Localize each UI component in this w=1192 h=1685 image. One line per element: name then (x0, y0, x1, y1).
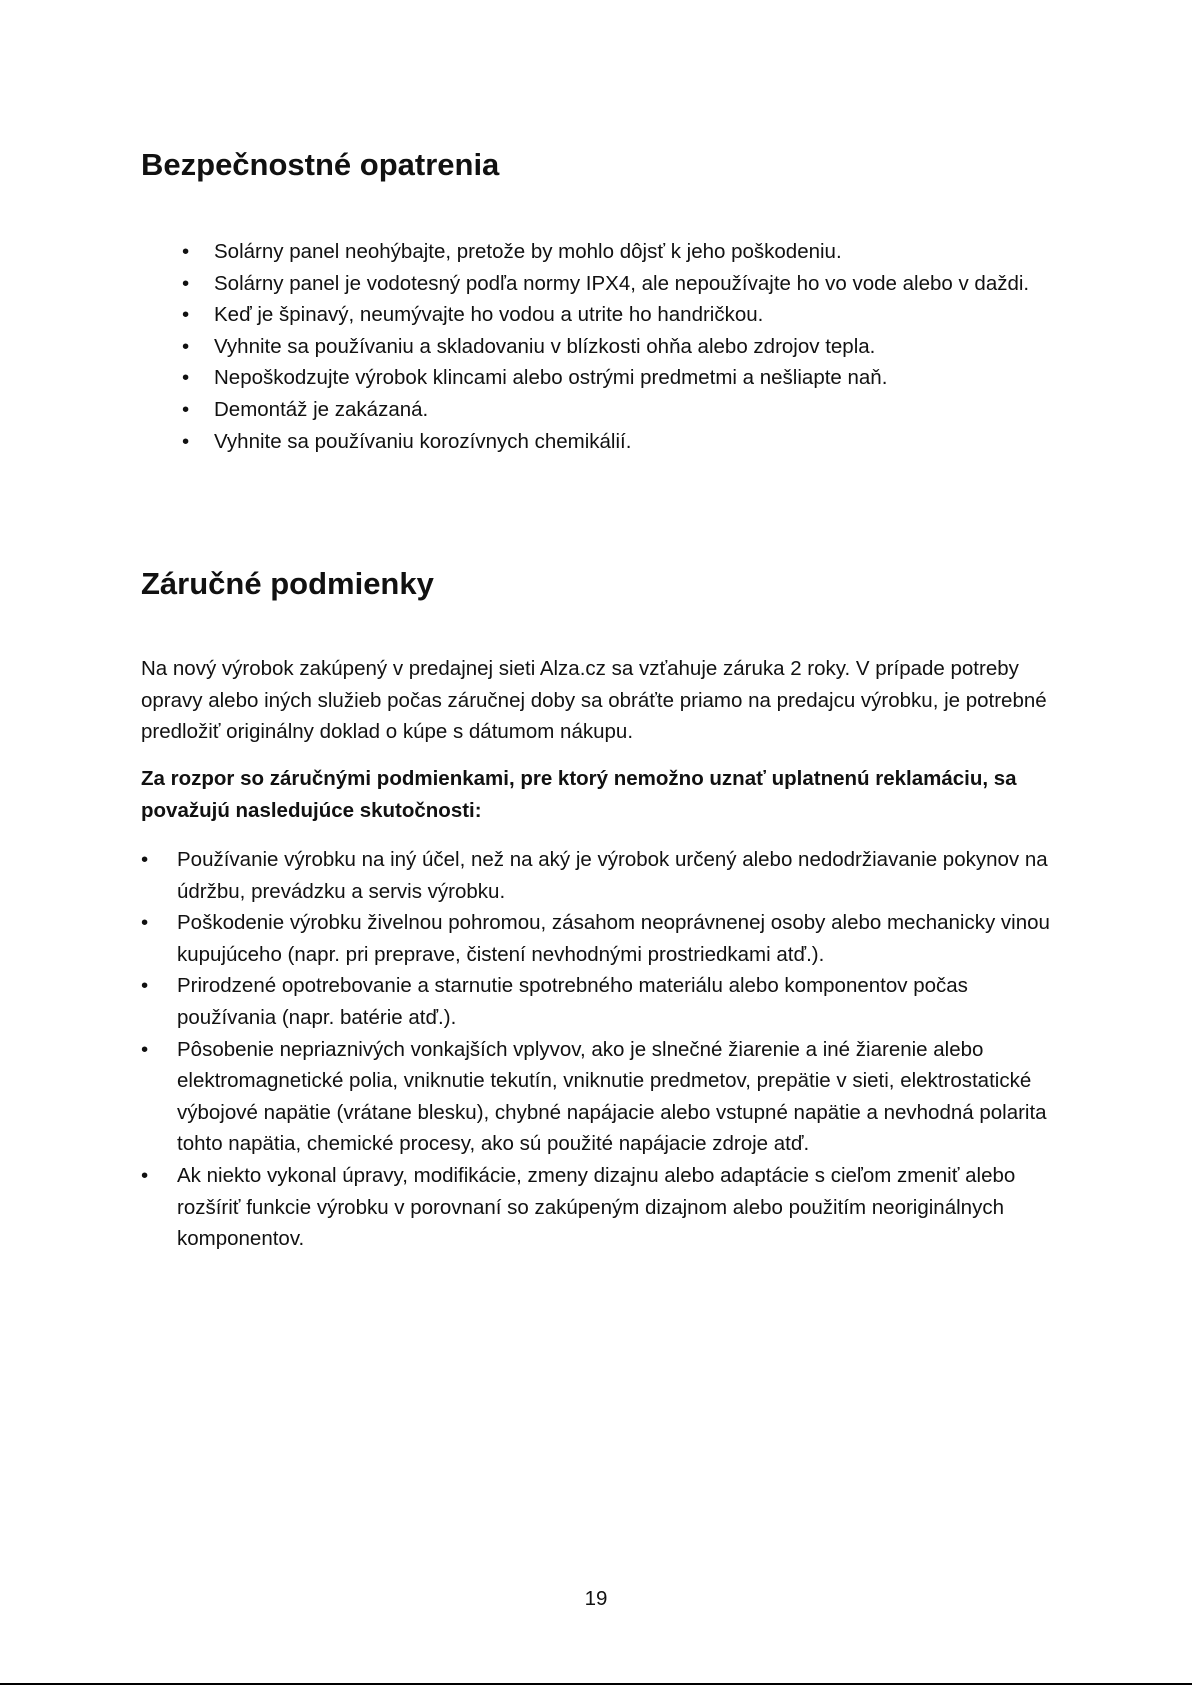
list-item: • Solárny panel neohýbajte, pretože by mohlo dôjsť k jeho poškodeniu. (182, 236, 1062, 268)
list-item: • Solárny panel je vodotesný podľa normy IPX4, ale nepoužívajte ho vo vode alebo v daždi. (182, 268, 1062, 300)
list-item: • Vyhnite sa používaniu korozívnych chemikálií. (182, 426, 1062, 458)
list-item: • Ak niekto vykonal úpravy, modifikácie, zmeny dizajnu alebo adaptácie s cieľom zmeniť alebo rozšíriť funkcie výrobku v porovnaní so zakúpeným dizajnom alebo použitím neoriginálnych komponentov. (141, 1160, 1061, 1255)
warranty-heading: Záručné podmienky (141, 566, 434, 601)
list-item: • Nepoškodzujte výrobok klincami alebo ostrými predmetmi a nešliapte naň. (182, 362, 1062, 394)
page-number: 19 (584, 1587, 608, 1610)
list-item: • Poškodenie výrobku živelnou pohromou, zásahom neoprávnenej osoby alebo mechanicky vinou kupujúceho (napr. pri preprave, čistení nevhodnými prostriedkami atď.). (141, 907, 1061, 970)
safety-list (182, 236, 1062, 457)
warranty-exclusions-note: Za rozpor so záručnými podmienkami, pre ktorý nemožno uznať uplatnenú reklamáciu, sa považujú nasledujúce skutočnosti: (141, 767, 1017, 822)
safety-heading: Bezpečnostné opatrenia (141, 147, 500, 182)
list-item: • Pôsobenie nepriaznivých vonkajších vplyvov, ako je slnečné žiarenie a iné žiarenie alebo elektromagnetické polia, vniknutie tekutín, vniknutie predmetov, prepätie v sieti, elektrostatické výbojové napätie (vrátane blesku), chybné napájacie alebo vstupné napätie a nevhodná polarita tohto napätia, chemické procesy, ako sú použité napájacie zdroje atď. (141, 1034, 1061, 1160)
warranty-intro-paragraph: Na nový výrobok zakúpený v predajnej sieti Alza.cz sa vzťahuje záruka 2 roky. V prípade potreby opravy alebo iných služieb počas záručnej doby sa obráťte priamo na predajcu výrobku, je potrebné predložiť originálny doklad o kúpe s dátumom nákupu. (141, 657, 1047, 744)
list-item: • Keď je špinavý, neumývajte ho vodou a utrite ho handričkou. (182, 299, 1062, 331)
warranty-exclusions-list (141, 844, 1061, 1255)
list-item: • Prirodzené opotrebovanie a starnutie spotrebného materiálu alebo komponentov počas používania (napr. batérie atď.). (141, 970, 1061, 1033)
list-item: • Používanie výrobku na iný účel, než na aký je výrobok určený alebo nedodržiavanie pokynov na údržbu, prevádzku a servis výrobku. (141, 844, 1061, 907)
list-item: • Vyhnite sa používaniu a skladovaniu v blízkosti ohňa alebo zdrojov tepla. (182, 331, 1062, 363)
list-item: • Demontáž je zakázaná. (182, 394, 1062, 426)
